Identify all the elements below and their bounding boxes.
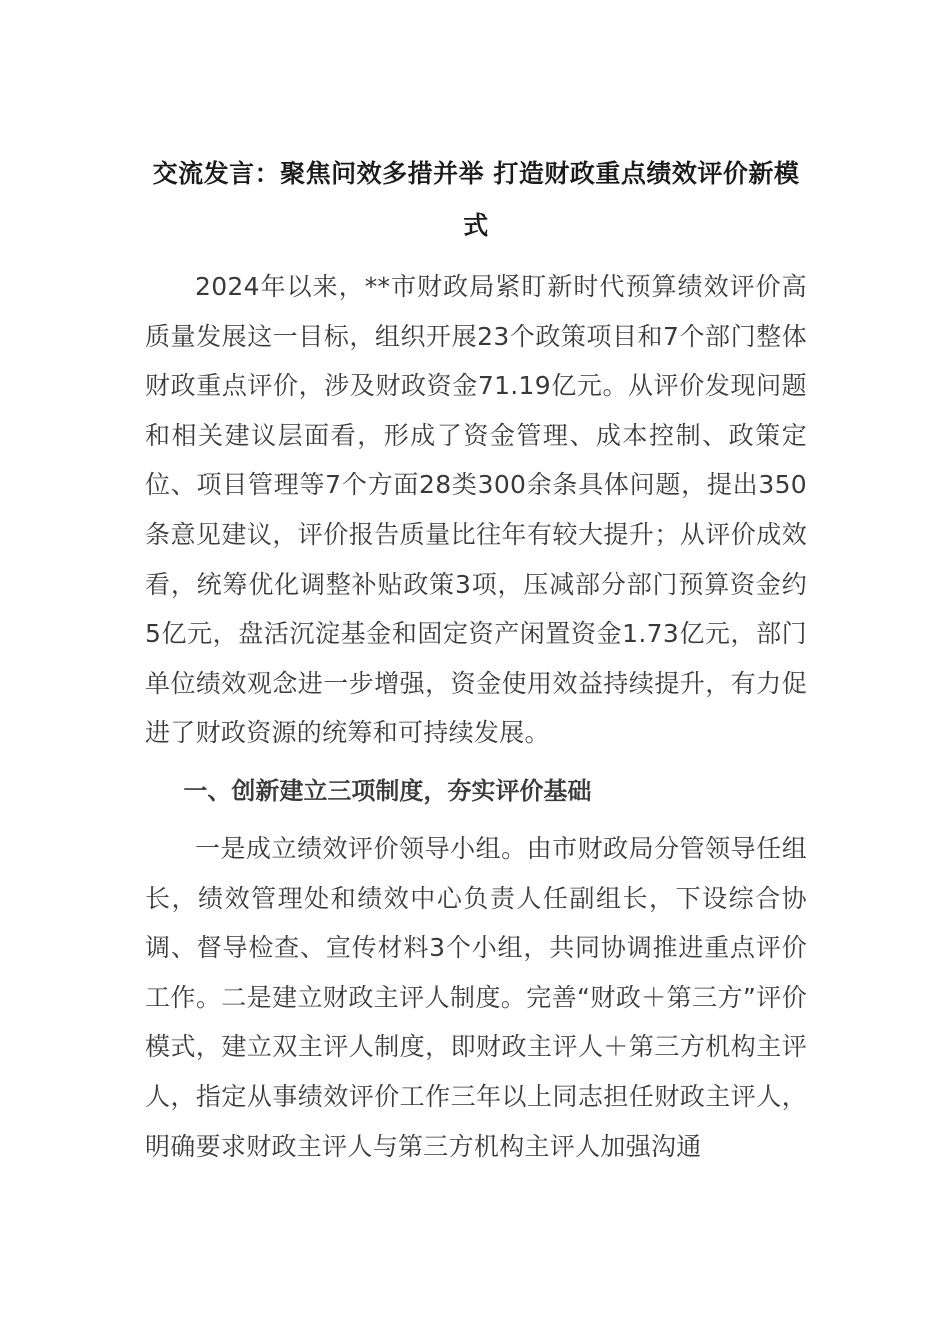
- section-heading-1: 一、创新建立三项制度，夯实评价基础: [183, 776, 592, 805]
- intro-paragraph: 2024年以来，**市财政局紧盯新时代预算绩效评价高质量发展这一目标，组织开展23个政策项目和7个部门整体财政重点评价，涉及财政资金71.19亿元。从评价发现问题和相关建议层面看，形成了资金管理、成本控制、政策定位、项目管理等7个方面28类300余条具体问题，提出350条意见建议，评价报告质量比往年有较大提升；从评价成效看，统筹优化调整补贴政策3项，压减部分部门预算资金约5亿元，盘活沉淀基金和固定资产闲置资金1.73亿元，部门单位绩效观念进一步增强，资金使用效益持续提升，有力促进了财政资源的统筹和可持续发展。: [145, 272, 807, 748]
- document-body: [145, 148, 807, 1171]
- section-1-paragraph: 一是成立绩效评价领导小组。由市财政局分管领导任组长，绩效管理处和绩效中心负责人任副组长，下设综合协调、督导检查、宣传材料3个小组，共同协调推进重点评价工作。二是建立财政主评人制度。完善“财政＋第三方”评价模式，建立双主评人制度，即财政主评人＋第三方机构主评人，指定从事绩效评价工作三年以上同志担任财政主评人，明确要求财政主评人与第三方机构主评人加强沟通: [145, 833, 807, 1161]
- document-title: 交流发言：聚焦问效多措并举 打造财政重点绩效评价新模式: [152, 159, 800, 240]
